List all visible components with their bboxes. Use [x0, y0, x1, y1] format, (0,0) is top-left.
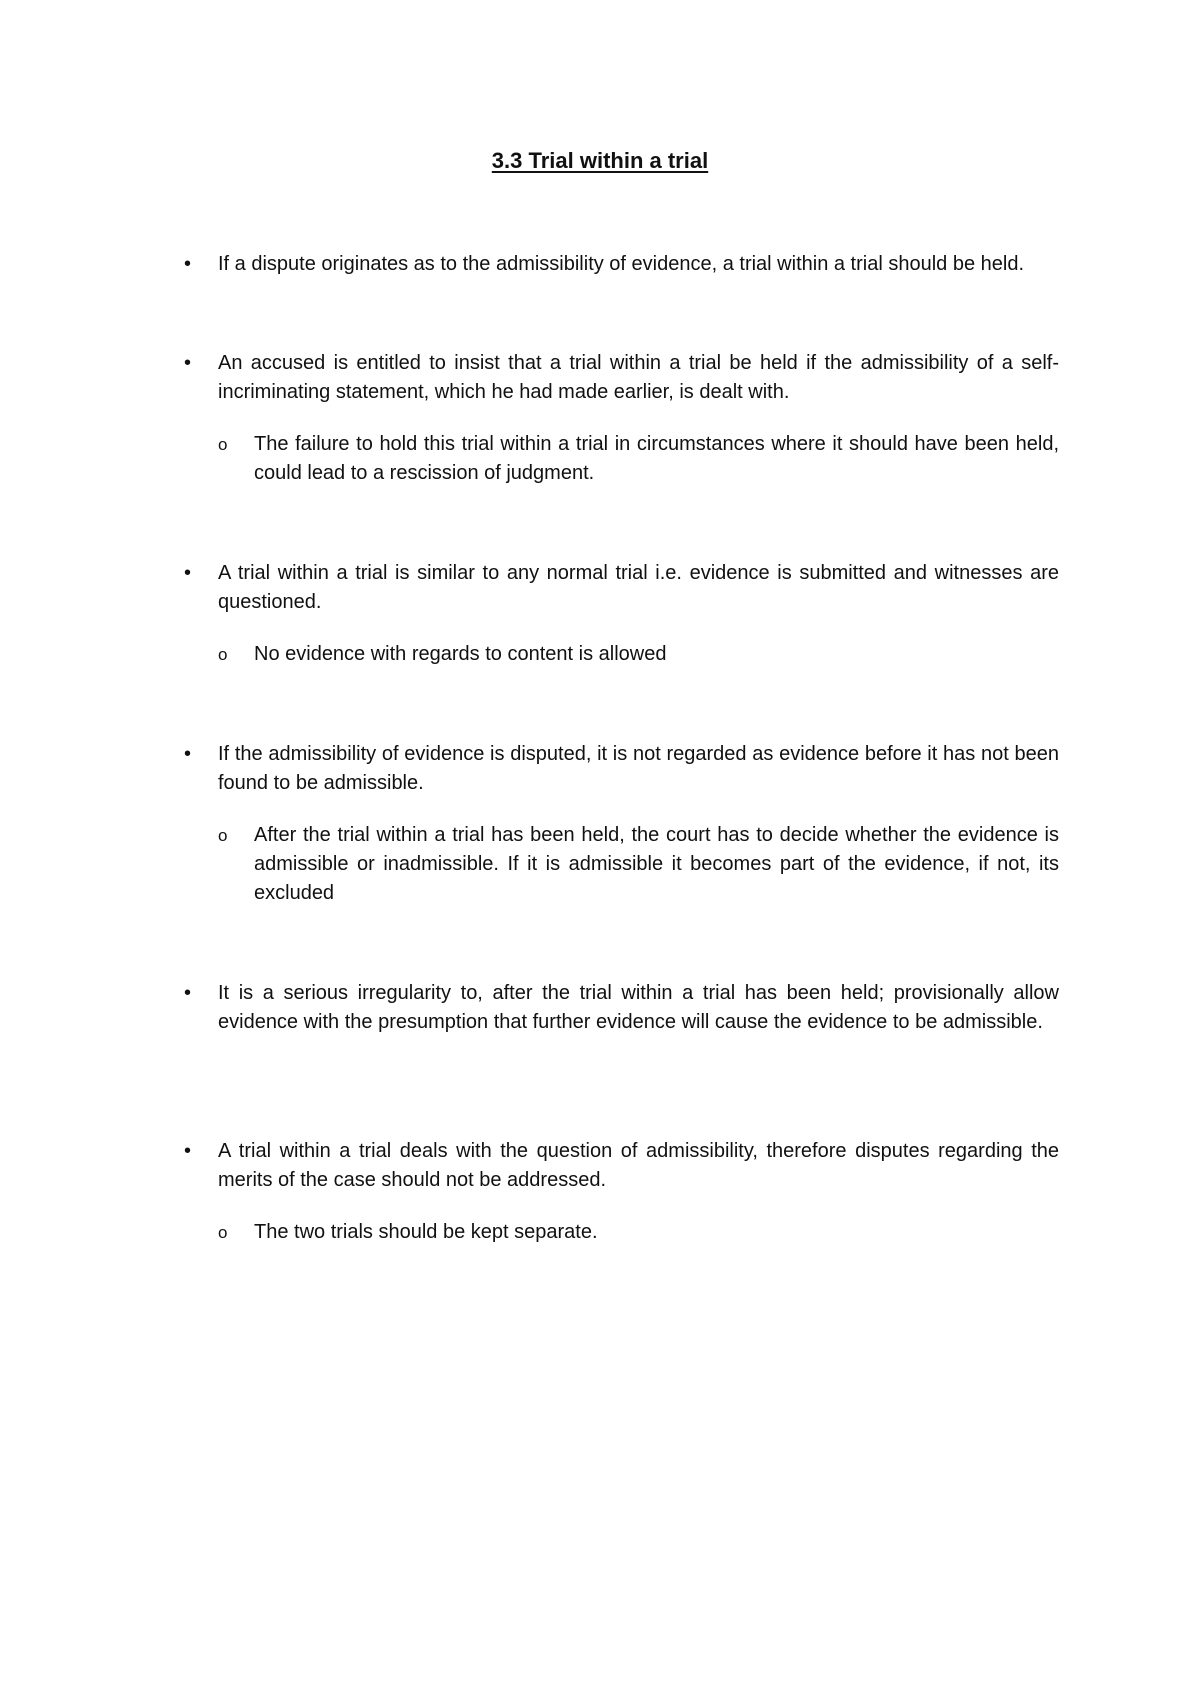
bullet-text: A trial within a trial deals with the question of admissibility, therefore disputes regarding the merits of the case should not be addressed.: [218, 1140, 1059, 1191]
bullet-item: [184, 740, 1059, 798]
bullet-marker: •: [184, 352, 192, 374]
sub-bullet-item: [218, 1218, 1059, 1247]
sub-bullet-text: No evidence with regards to content is allowed: [254, 643, 667, 665]
sub-bullet-item: [218, 640, 1059, 669]
bullet-item: [184, 1137, 1059, 1195]
bullet-item: [184, 559, 1059, 617]
bullet-list: [184, 250, 1059, 1247]
sub-bullet-text: The two trials should be kept separate.: [254, 1221, 598, 1243]
bullet-item: [184, 250, 1059, 279]
sub-bullet-marker: o: [218, 645, 228, 664]
bullet-marker: •: [184, 562, 192, 584]
bullet-text: A trial within a trial is similar to any normal trial i.e. evidence is submitted and witnesses are questioned.: [218, 562, 1059, 613]
page-title-text: 3.3 Trial within a trial: [491, 148, 709, 173]
sub-bullet-item: [218, 821, 1059, 908]
bullet-text: It is a serious irregularity to, after the trial within a trial has been held; provisionally allow evidence with the presumption that further evidence will cause the evidence to be admissible.: [218, 982, 1059, 1033]
sub-bullet-item: [218, 430, 1059, 488]
bullet-text: If a dispute originates as to the admissibility of evidence, a trial within a trial should be held.: [218, 253, 1024, 275]
bullet-text: An accused is entitled to insist that a trial within a trial be held if the admissibility of a self-incriminating statement, which he had made earlier, is dealt with.: [218, 352, 1059, 403]
bullet-item: [184, 349, 1059, 407]
sub-bullet-marker: o: [218, 1223, 228, 1242]
sub-bullet-marker: o: [218, 826, 228, 845]
sub-bullet-text: The failure to hold this trial within a trial in circumstances where it should have been held, could lead to a rescission of judgment.: [254, 433, 1059, 484]
sub-bullet-text: After the trial within a trial has been held, the court has to decide whether the evidence is admissible or inadmissible. If it is admissible it becomes part of the evidence, if not, its excluded: [254, 824, 1059, 904]
bullet-item: [184, 979, 1059, 1037]
bullet-marker: •: [184, 1140, 192, 1162]
bullet-marker: •: [184, 743, 192, 765]
bullet-marker: •: [184, 253, 192, 275]
page-title: [0, 148, 1200, 174]
bullet-text: If the admissibility of evidence is disputed, it is not regarded as evidence before it has not been found to be admissible.: [218, 743, 1059, 794]
sub-bullet-marker: o: [218, 435, 228, 454]
bullet-marker: •: [184, 982, 192, 1004]
